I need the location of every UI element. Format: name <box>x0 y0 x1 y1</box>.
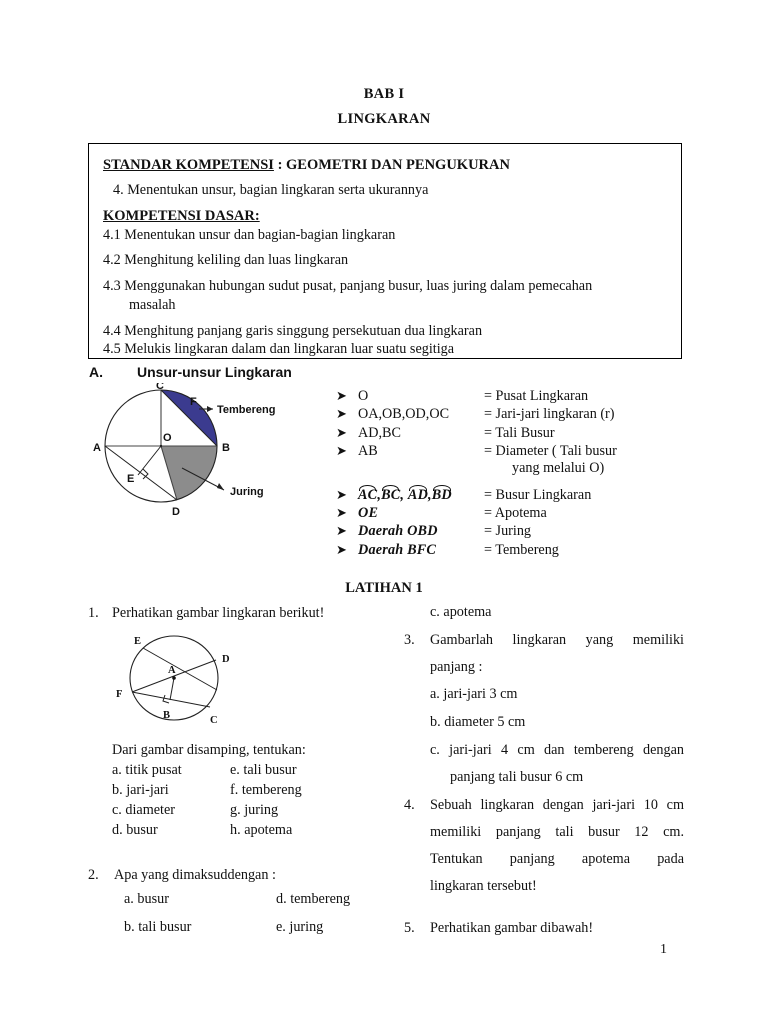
callout-juring: Juring <box>230 486 264 498</box>
tembereng-arrow-head <box>207 406 213 412</box>
section-a-heading <box>89 364 292 380</box>
question-4 <box>404 797 684 895</box>
bullet-icon: ➤ <box>336 486 347 502</box>
question-1-options <box>112 761 388 839</box>
option-b: b. tali busur <box>124 918 192 935</box>
label-e: E <box>134 636 142 648</box>
option-f: f. tembereng <box>230 782 302 799</box>
bullet-icon: ➤ <box>336 523 347 539</box>
figure-circle-elements <box>86 383 336 528</box>
section-a-letter: A. <box>89 364 103 380</box>
definition-value-line2: yang melalui O) <box>512 460 605 477</box>
definition-value: = Jari-jari lingkaran (r) <box>484 406 615 423</box>
definition-row <box>336 443 686 478</box>
callout-tembereng: Tembereng <box>217 404 276 416</box>
option-a: a. titik pusat <box>112 762 182 779</box>
definition-row <box>336 388 686 405</box>
bullet-icon: ➤ <box>336 504 347 520</box>
kd-item-45: 4.5 Melukis lingkaran dalam dan lingkaran luar suatu segitiga <box>103 341 455 358</box>
question-4-body <box>430 797 684 895</box>
figure-b-svg <box>106 628 256 728</box>
option-e: e. tali busur <box>230 762 297 779</box>
option-d: d. busur <box>112 821 158 838</box>
arc-ad: AD <box>407 486 429 503</box>
question-5 <box>404 920 684 937</box>
question-3-line1: Gambarlah lingkaran yang memiliki <box>430 632 684 648</box>
option-b: b. jari-jari <box>112 782 169 799</box>
definition-value: = Busur Lingkaran <box>484 486 592 503</box>
option-e: e. juring <box>276 918 324 935</box>
juring-arrow-head <box>217 483 224 490</box>
kd-item-42: 4.2 Menghitung keliling dan luas lingkaran <box>103 252 349 269</box>
definition-row <box>336 425 686 442</box>
question-4-line3: Tentukan panjang apotema pada <box>430 851 684 867</box>
question-4-line2: memiliki panjang tali busur 12 cm. <box>430 824 684 840</box>
definition-term: Daerah OBD <box>358 523 438 540</box>
exercises-right-column <box>404 604 684 948</box>
bullet-icon: ➤ <box>336 388 347 403</box>
definition-term-arcs: AC,BC, AD,BD <box>358 486 452 503</box>
latihan-title: LATIHAN 1 <box>345 580 423 596</box>
definition-list <box>336 388 686 560</box>
label-c: C <box>210 715 218 727</box>
label-f: F <box>190 396 197 408</box>
label-d: D <box>172 506 180 518</box>
definition-term: OE <box>358 504 379 521</box>
definition-term: OA,OB,OD,OC <box>358 406 450 423</box>
question-4-line1: Sebuah lingkaran dengan jari-jari 10 cm <box>430 797 684 813</box>
standar-kompetensi-item: 4. Menentukan unsur, bagian lingkaran serta ukurannya <box>113 182 429 199</box>
label-d: D <box>222 654 230 666</box>
definition-row <box>336 542 686 559</box>
label-b: B <box>163 710 171 722</box>
arc-ac: AC <box>358 486 378 503</box>
kd-item-43: 4.3 Menggunakan hubungan sudut pusat, panjang busur, luas juring dalam pemecahan <box>103 278 593 295</box>
label-o: O <box>163 432 172 444</box>
apotema-ab <box>170 678 174 700</box>
chapter-title: LINGKARAN <box>337 111 431 127</box>
label-a: A <box>93 442 101 454</box>
option-d: d. tembereng <box>276 890 351 907</box>
definition-value: = Apotema <box>484 504 547 521</box>
question-1 <box>88 604 388 622</box>
competency-box <box>88 143 682 359</box>
chapter-label: BAB I <box>363 86 405 102</box>
question-5-number: 5. <box>404 920 415 936</box>
question-4-line4: lingkaran tersebut! <box>430 878 537 894</box>
label-f: F <box>116 689 123 701</box>
arc-bc: BC <box>381 486 401 503</box>
arc-bd: BD <box>431 486 452 503</box>
option-h: h. apotema <box>230 821 293 838</box>
figure-a-svg <box>86 383 336 528</box>
kd-item-44: 4.4 Menghitung panjang garis singgung persekutuan dua lingkaran <box>103 322 483 339</box>
question-2-option-c <box>404 604 684 621</box>
definition-value: = Pusat Lingkaran <box>484 388 589 404</box>
question-4-number: 4. <box>404 797 415 813</box>
definition-term: AD,BC <box>358 424 401 441</box>
question-1-number: 1. <box>88 605 99 621</box>
question-1-lead: Dari gambar disamping, tentukan: <box>112 742 306 759</box>
center-point-dot <box>172 677 176 681</box>
definition-value: = Juring <box>484 523 532 540</box>
definition-row <box>336 406 686 423</box>
standar-kompetensi-rest: : GEOMETRI DAN PENGUKURAN <box>273 157 510 173</box>
question-1-text: Perhatikan gambar lingkaran berikut! <box>112 605 325 621</box>
apotema-oe <box>138 446 161 475</box>
question-3-option-a: a. jari-jari 3 cm <box>430 686 518 702</box>
option-c: c. apotema <box>430 604 492 620</box>
bullet-icon: ➤ <box>336 442 347 458</box>
option-c: c. diameter <box>112 801 176 818</box>
page-number: 1 <box>660 942 667 957</box>
definition-row <box>336 523 686 540</box>
kompetensi-dasar-label: KOMPETENSI DASAR: <box>103 207 260 224</box>
bullet-icon: ➤ <box>336 406 347 422</box>
definition-row <box>336 487 686 504</box>
definition-term: Daerah BFC <box>358 541 437 558</box>
question-2-options <box>124 891 388 936</box>
bullet-icon: ➤ <box>336 424 347 440</box>
question-3-option-c-line2: panjang tali busur 6 cm <box>450 769 584 785</box>
question-3-option-b: b. diameter 5 cm <box>430 714 526 730</box>
option-a: a. busur <box>124 890 169 907</box>
question-3-option-c-line1: c. jari-jari 4 cm dan tembereng dengan <box>430 742 684 758</box>
kd-item-41: 4.1 Menentukan unsur dan bagian-bagian lingkaran <box>103 226 396 243</box>
label-c: C <box>156 383 164 392</box>
kd-item-43-cont: masalah <box>129 296 176 313</box>
question-3-body <box>430 632 684 786</box>
question-3-line2: panjang : <box>430 659 483 675</box>
definition-value <box>484 443 686 478</box>
definition-value: = Tembereng <box>484 541 559 558</box>
definition-row <box>336 505 686 522</box>
label-e: E <box>127 473 135 485</box>
question-5-text: Perhatikan gambar dibawah! <box>430 920 594 936</box>
definition-term: O <box>358 388 369 404</box>
standar-kompetensi-line <box>103 156 667 174</box>
question-2-number: 2. <box>88 867 99 884</box>
label-b: B <box>222 442 230 454</box>
definition-value-line1: = Diameter ( Tali busur <box>484 442 617 459</box>
label-a: A <box>168 665 176 677</box>
standar-kompetensi-label: STANDAR KOMPETENSI <box>103 157 274 173</box>
section-a-title: Unsur-unsur Lingkaran <box>137 364 292 380</box>
definition-value: = Tali Busur <box>484 424 555 441</box>
exercises-left-column <box>88 604 388 936</box>
center-point-dot <box>160 445 162 447</box>
option-g: g. juring <box>230 801 279 818</box>
question-3-number: 3. <box>404 632 415 648</box>
question-2-text: Apa yang dimaksuddengan : <box>114 867 276 884</box>
figure-circle-exercise <box>106 628 256 728</box>
question-3 <box>404 632 684 786</box>
definition-term: AB <box>358 442 378 459</box>
bullet-icon: ➤ <box>336 541 347 557</box>
question-2 <box>88 866 388 884</box>
